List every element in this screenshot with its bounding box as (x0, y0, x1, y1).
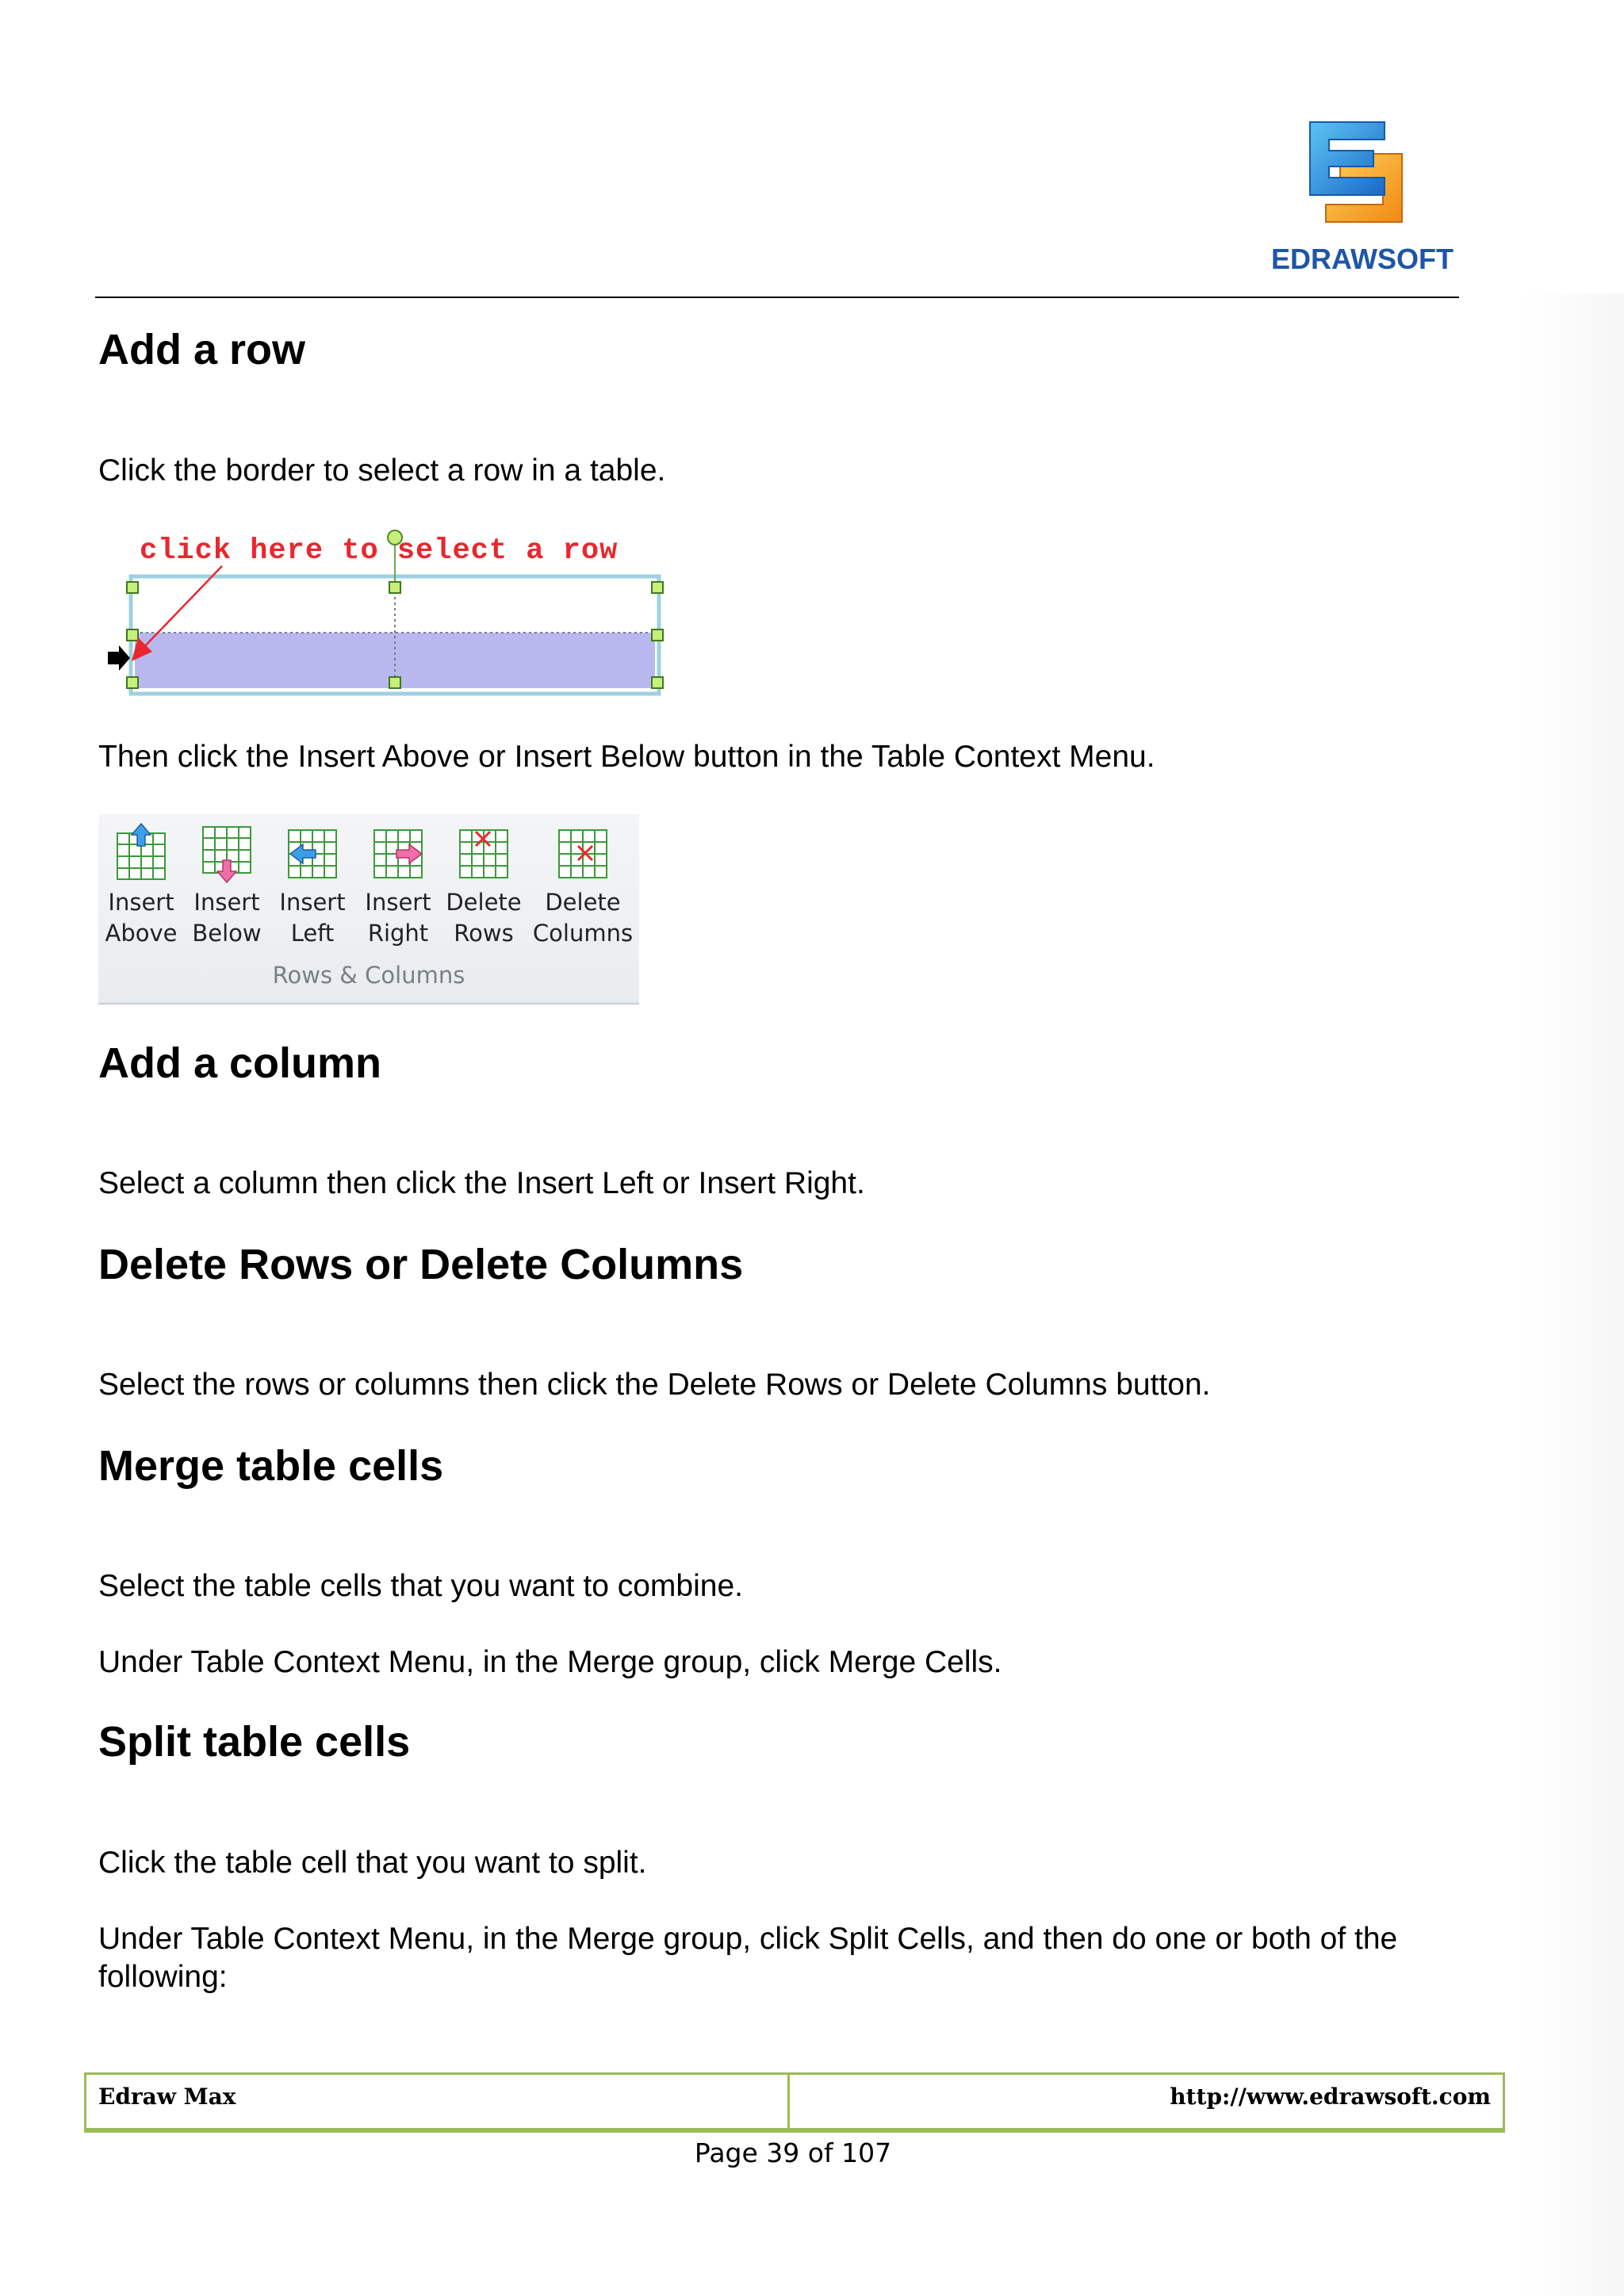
heading-split-cells: Split table cells (98, 1718, 411, 1766)
paragraph-select-column: Select a column then click the Insert Left or Insert Right. (98, 1166, 865, 1200)
delete-columns-label-1: Delete (545, 889, 621, 916)
insert-right-icon (370, 822, 427, 884)
logo-wordmark: EDRAWSOFT (1271, 243, 1454, 275)
insert-above-label-1: Insert (108, 889, 174, 916)
paragraph-merge-select: Select the table cells that you want to combine. (98, 1569, 743, 1603)
ribbon-group-label: Rows & Columns (272, 962, 465, 989)
paragraph-click-insert: Then click the Insert Above or Insert Below button in the Table Context Menu. (98, 740, 1155, 774)
paragraph-split-instruction: Under Table Context Menu, in the Merge group, click Split Cells, and then do one or both of the following: (98, 1922, 1398, 1994)
insert-left-button[interactable] (274, 822, 350, 949)
page-edge-shadow (1522, 293, 1624, 2296)
delete-rows-label-2: Rows (454, 920, 514, 947)
rows-columns-ribbon (98, 814, 639, 1004)
footer-divider (787, 2072, 790, 2130)
delete-columns-icon (554, 822, 611, 884)
insert-left-label-1: Insert (279, 889, 346, 916)
insert-above-button[interactable] (103, 822, 179, 949)
insert-above-icon (113, 822, 170, 884)
insert-right-button[interactable] (360, 822, 436, 949)
insert-left-label-2: Left (290, 920, 335, 947)
delete-columns-button[interactable] (531, 822, 634, 949)
header-rule (95, 297, 1459, 298)
insert-below-button[interactable] (189, 822, 265, 949)
insert-below-label-2: Below (192, 920, 262, 947)
delete-rows-icon (455, 822, 512, 884)
paragraph-merge-instruction: Under Table Context Menu, in the Merge group, click Merge Cells. (98, 1645, 1002, 1679)
heading-delete-rows-columns: Delete Rows or Delete Columns (98, 1241, 744, 1288)
insert-right-label-1: Insert (365, 889, 431, 916)
heading-add-row: Add a row (98, 326, 306, 373)
select-row-figure (103, 523, 674, 699)
insert-left-icon (284, 822, 341, 884)
heading-merge-cells: Merge table cells (98, 1442, 444, 1490)
paragraph-select-row: Click the border to select a row in a table. (98, 453, 666, 488)
insert-above-label-2: Above (105, 920, 178, 947)
insert-below-label-1: Insert (193, 889, 260, 916)
insert-below-icon (198, 822, 255, 884)
delete-rows-label-1: Delete (446, 889, 522, 916)
paragraph-delete: Select the rows or columns then click the Delete Rows or Delete Columns button. (98, 1368, 1211, 1402)
paragraph-split-click: Click the table cell that you want to split. (98, 1846, 647, 1880)
footer-url: http://www.edrawsoft.com (1170, 2084, 1491, 2110)
delete-columns-label-2: Columns (532, 920, 634, 947)
edrawsoft-logo-icon (1302, 116, 1421, 235)
insert-right-label-2: Right (367, 920, 429, 947)
page-number: Page 39 of 107 (694, 2137, 892, 2168)
annotation-caption: click here to select a row (140, 534, 619, 568)
page-footer (84, 2072, 1505, 2133)
heading-add-column: Add a column (98, 1039, 382, 1087)
edrawsoft-logo (1267, 116, 1457, 274)
footer-product-name: Edraw Max (98, 2084, 236, 2110)
delete-rows-button[interactable] (446, 822, 522, 949)
